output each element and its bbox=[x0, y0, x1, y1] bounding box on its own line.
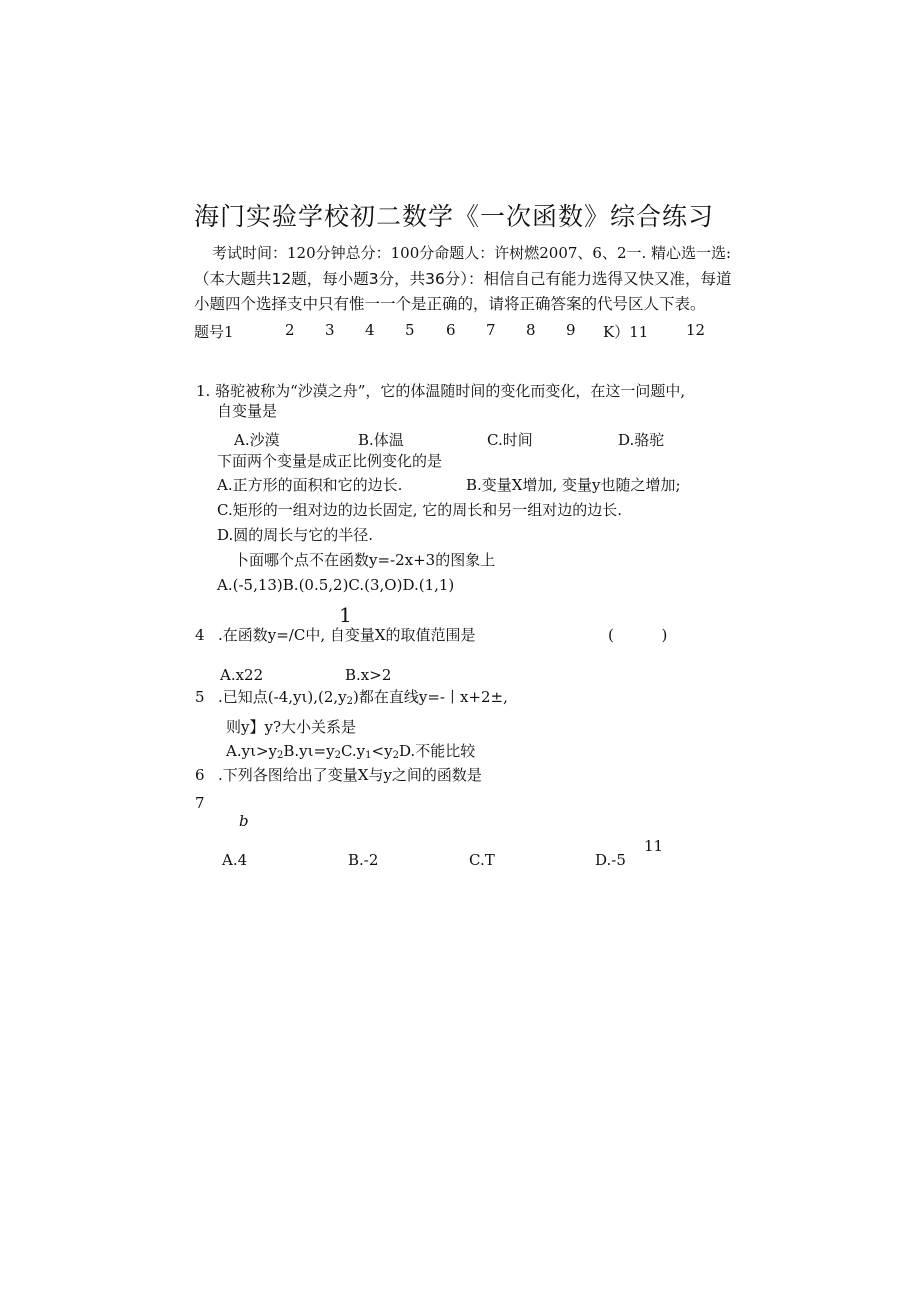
q7-eleven: 11 bbox=[644, 837, 664, 855]
table-header-num: 9 bbox=[566, 321, 576, 339]
q4-answer-paren: ( ) bbox=[608, 626, 668, 644]
table-header-num: 7 bbox=[486, 321, 496, 339]
q4-number: 4 bbox=[195, 626, 205, 644]
table-header-num: 5 bbox=[405, 321, 415, 339]
q5-stem: .已知点$(-4,y\iota),(2,y_2)$都在直线y=-丨x+2±, bbox=[218, 688, 508, 707]
q2-stem: 下面两个变量是成正比例变化的是 bbox=[217, 452, 443, 470]
q7-option-c: C.T bbox=[469, 851, 495, 869]
table-header-num: 6 bbox=[446, 321, 456, 339]
q1-option-c: C.时间 bbox=[487, 431, 533, 449]
table-header-num: 3 bbox=[325, 321, 335, 339]
q2-option-b: B.变量X增加, 变量y也随之增加; bbox=[466, 476, 681, 494]
q7-option-b: B.-2 bbox=[348, 851, 379, 869]
q1-stem-line-2: 自变量是 bbox=[217, 402, 278, 420]
q2-option-c: C.矩形的一组对边的边长固定, 它的周长和另一组对边的边长. bbox=[217, 501, 623, 519]
table-header-num: 2 bbox=[285, 321, 295, 339]
q1-stem-line-1: 1. 骆驼被称为“沙漠之舟”，它的体温随时间的变化而变化，在这一问题中, bbox=[196, 382, 686, 400]
q5-number: 5 bbox=[195, 688, 205, 706]
table-header-num: 4 bbox=[365, 321, 375, 339]
q2-option-a: A.正方形的面积和它的边长. bbox=[217, 476, 403, 494]
q7-b-label: b bbox=[239, 812, 249, 830]
exam-info-line: 考试时间：120分钟总分：100分命题人：许树燃2007、6、2一. 精心选一选: bbox=[212, 244, 732, 262]
page-title: 海门实验学校初二数学《一次函数》综合练习 bbox=[194, 202, 715, 231]
table-header-num: 8 bbox=[526, 321, 536, 339]
q7-option-d: D.-5 bbox=[595, 851, 626, 869]
q3-options: A.(-5,13)B.(0.5,2)C.(3,O)D.(1,1) bbox=[217, 576, 455, 594]
q5-line-2: 则y】y?大小关系是 bbox=[226, 718, 356, 736]
table-header-num: 12 bbox=[686, 321, 706, 339]
q6-stem: .下列各图给出了变量X与y之间的函数是 bbox=[218, 766, 482, 784]
table-header-num: K）11 bbox=[603, 323, 649, 341]
q1-option-d: D.骆驼 bbox=[618, 431, 665, 449]
q1-option-b: B.体温 bbox=[358, 431, 404, 449]
q7-option-a: A.4 bbox=[222, 851, 248, 869]
table-header-label: 题号1 bbox=[194, 323, 234, 341]
q6-number: 6 bbox=[195, 766, 205, 784]
q7-number: 7 bbox=[195, 794, 205, 812]
instruction-line-1: （本大题共12题，每小题3分，共36分）：相信自己有能力选得又快又准，每道 bbox=[194, 270, 732, 288]
q3-stem: 卜面哪个点不在函数y=-2x+3的图象上 bbox=[234, 551, 496, 569]
q5-options: $A.y\iota>y_2B.y\iota=y_2C.y_1<y_2D$.不能比较 bbox=[226, 742, 476, 761]
q2-option-d: D.圆的周长与它的半径. bbox=[217, 526, 374, 544]
q1-option-a: A.沙漠 bbox=[234, 431, 280, 449]
q4-option-a: A.x22 bbox=[220, 666, 264, 684]
q4-superscript: 1 bbox=[339, 603, 352, 627]
q4-stem: .在函数y=/C中, 自变量X的取值范围是 bbox=[218, 626, 476, 644]
q4-option-b: B.x>2 bbox=[345, 666, 392, 684]
instruction-line-2: 小题四个选择支中只有惟一一个是正确的，请将正确答案的代号区人下表。 bbox=[194, 295, 706, 313]
